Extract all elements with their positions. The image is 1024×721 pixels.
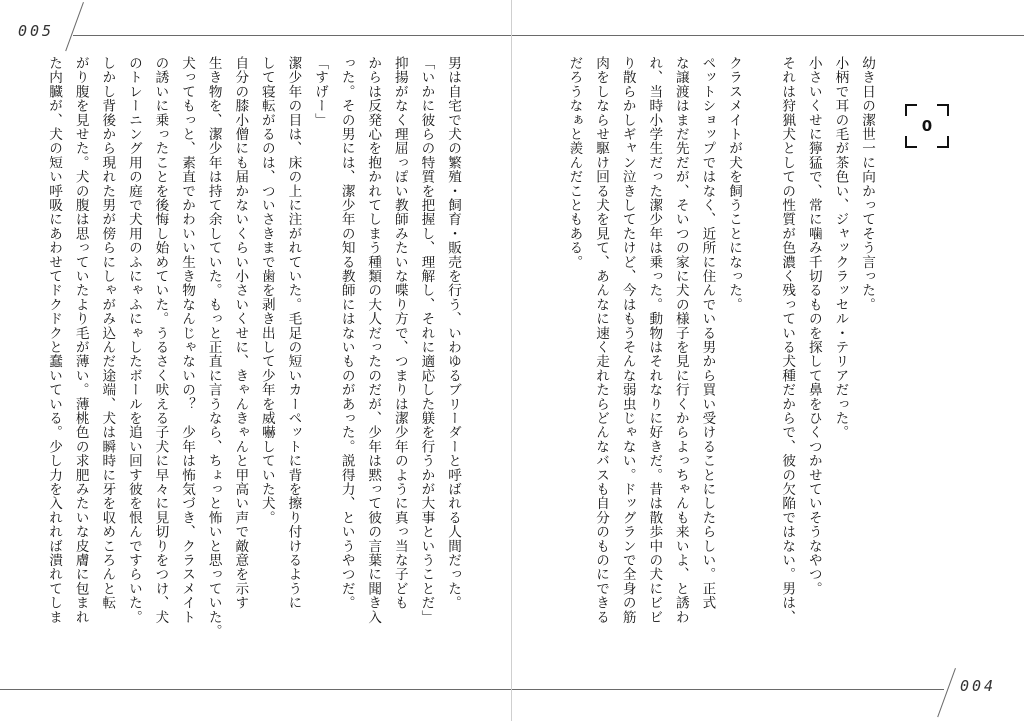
chapter-number-mark	[905, 104, 949, 148]
left-footer-rule	[0, 689, 511, 690]
text-line: た内臓が、犬の短い呼吸にあわせてドクドクと蠢いている。少し力を入れれば潰れてしま	[46, 56, 63, 624]
right-page-body	[566, 56, 880, 672]
text-line: 「すげー」	[312, 56, 329, 127]
blank-line	[747, 56, 774, 672]
text-line: 肉をしならせ駆け回る犬を見て、あんなに速く走れたらどんなバスも自分のものにできる	[593, 56, 610, 624]
page-gutter	[511, 0, 512, 721]
text-line: 生き物を、潔少年は持て余していた。もっと正直に言うなら、ちょっと怖いと思っていた。	[205, 56, 222, 639]
text-line: がり腹を見せた。犬の腹は思っていたより毛が薄い。薄桃色の求肥みたいな皮膚に包まれ	[72, 56, 89, 624]
right-header-rule	[512, 35, 1024, 36]
text-line: のトレーニング用の庭で犬用のふにゃふにゃしたボールを追い回す彼を恨んですらいた。	[125, 56, 142, 624]
left-page-body	[46, 56, 466, 672]
text-line: クラスメイトが犬を飼うことになった。	[726, 56, 743, 312]
text-line: からは反発心を抱かれてしまう種類の大人だったのだが、少年は黙って彼の言葉に聞き入	[365, 56, 382, 624]
text-line: な譲渡はまだ先だが、そいつの家に犬の様子を見に行くからよっちゃんも来いよ、と誘わ	[672, 56, 689, 624]
left-header-slash	[65, 2, 84, 51]
text-line: 「いかに彼らの特質を把握し、理解し、それに適応した躾を行うかが大事ということだ」	[418, 56, 435, 624]
left-header-rule	[73, 35, 511, 36]
text-line: しかし背後から現れた男が傍らにしゃがみ込んだ途端、犬は瞬時に牙を収めころんと転	[99, 56, 116, 610]
text-line: 自分の膝小僧にも届かないくらい小さいくせに、きゃんきゃんと甲高い声で敵意を示す	[232, 56, 249, 610]
text-line: 潔少年の目は、床の上に注がれていた。毛足の短いカーペットに背を擦り付けるように	[285, 56, 302, 610]
right-footer-rule	[512, 689, 944, 690]
chapter-number: 0	[921, 117, 933, 135]
text-line: の誘いに乗ったことを後悔し始めていた。うるさく吠える子犬に早々に見切りをつけ、犬	[152, 56, 169, 624]
text-line: った。その男には、潔少年の知る教師にはないものがあった。説得力、というやつだ。	[338, 56, 355, 610]
text-line: して寝転がるのは、ついさきまで歯を剥き出して少年を威嚇していた犬。	[258, 56, 275, 525]
text-line: 小さいくせに獰猛で、常に噛み千切るものを探して鼻をひくつかせていそうなやつ。	[805, 56, 822, 596]
text-line: それは狩猟犬としての性質が色濃く残っている犬種だからで、彼の欠陥ではない。男は、	[779, 56, 796, 624]
text-line: 抑揚がなく理屈っぽい教師みたいな喋り方で、つまりは潔少年のように真っ当な子ども	[391, 56, 408, 610]
left-page-folio: 005	[18, 22, 55, 40]
text-line: 男は自宅で犬の繁殖・飼育・販売を行う、いわゆるブリーダーと呼ばれる人間だった。	[445, 56, 461, 610]
text-line: ペットショップではなく、近所に住んでいる男から買い受けることにしたらしい。正式	[699, 56, 716, 610]
right-page-folio: 004	[960, 677, 997, 695]
text-line: 小柄で耳の毛が茶色い、ジャックラッセル・テリアだった。	[832, 56, 849, 440]
text-line: 幼き日の潔世一に向かってそう言った。	[859, 56, 875, 312]
text-line: れ、当時小学生だった潔少年は乗った。動物はそれなりに好きだ。昔は散歩中の犬にビビ	[646, 56, 663, 624]
right-footer-slash	[937, 668, 956, 717]
text-line: だろうなぁと羨んだこともある。	[566, 56, 583, 269]
text-line: り散らかしギャン泣きしてたけど、今はもうそんな弱虫じゃない。ドッグランで全身の筋	[619, 56, 636, 624]
text-line: 犬ってもっと、素直でかわいい生き物なんじゃないの？ 少年は怖気づき、クラスメイト	[179, 56, 196, 624]
